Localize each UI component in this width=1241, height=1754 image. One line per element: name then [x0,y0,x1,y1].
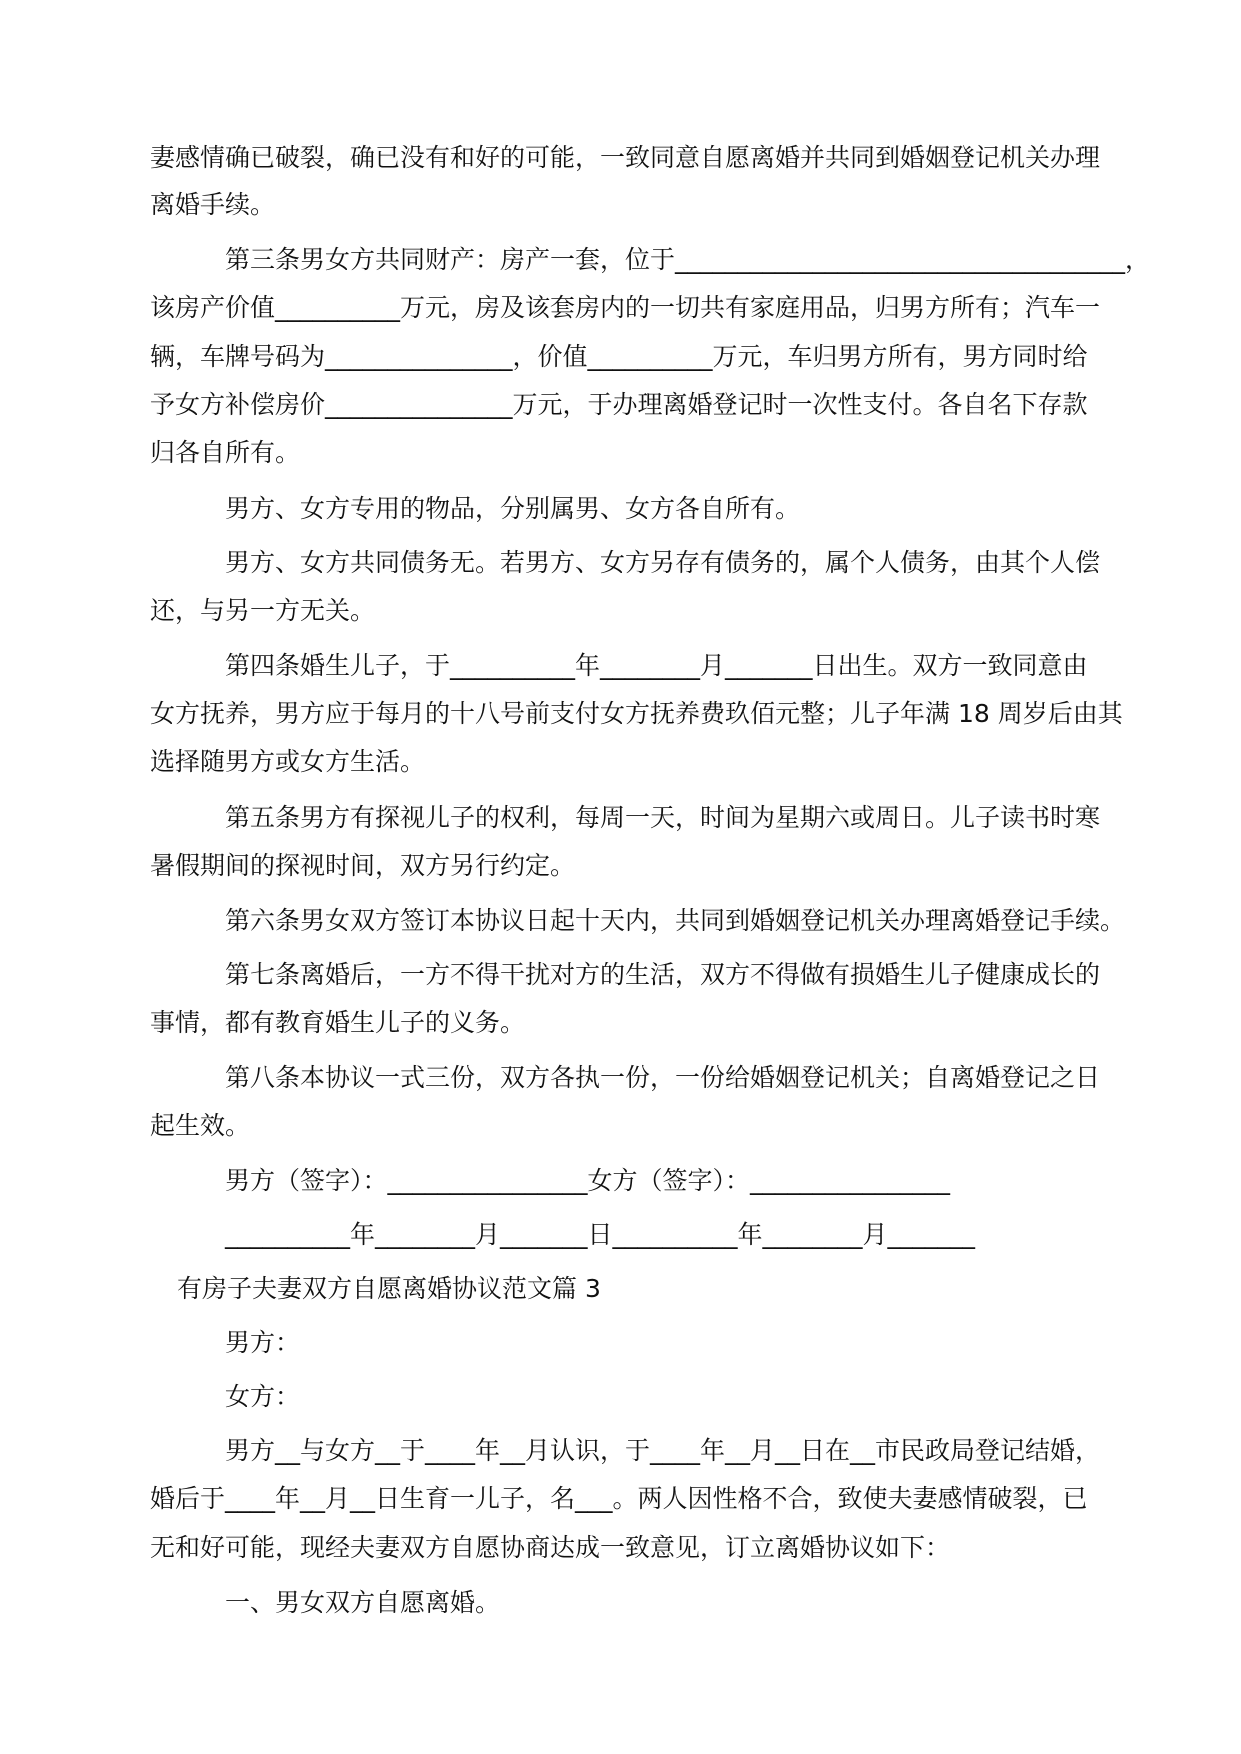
paragraph-line: 第三条男女方共同财产：房产一套，位于____________________________________， [225,245,1151,274]
paragraph-line: 予女方补偿房价_______________万元，于办理离婚登记时一次性支付。各自名下存款 [150,390,1088,419]
paragraph-line: 事情，都有教育婚生儿子的义务。 [150,1008,526,1037]
paragraph-line: 暑假期间的探视时间，双方另行约定。 [150,851,576,880]
paragraph-line: 女方抚养，男方应于每月的十八号前支付女方抚养费玖佰元整；儿子年满 18 周岁后由其 [150,699,1123,728]
paragraph-line: 第七条离婚后，一方不得干扰对方的生活，双方不得做有损婚生儿子健康成长的 [225,960,1101,989]
paragraph-line: 第六条男女双方签订本协议日起十天内，共同到婚姻登记机关办理离婚登记手续。 [225,906,1126,935]
signature-line: 男方（签字）：________________女方（签字）：________________ [225,1166,951,1195]
paragraph-line: 男方、女方专用的物品，分别属男、女方各自所有。 [225,494,801,523]
paragraph-line: 无和好可能，现经夫妻双方自愿协商达成一致意见，订立离婚协议如下： [150,1533,951,1562]
paragraph-line: 起生效。 [150,1111,251,1140]
date-line: __________年________月_______日__________年________月_______ [225,1220,976,1249]
paragraph-line: 离婚手续。 [150,190,276,219]
paragraph-line: 辆，车牌号码为_______________，价值__________万元，车归男方所有，男方同时给 [150,342,1088,371]
paragraph-line: 该房产价值__________万元，房及该套房内的一切共有家庭用品，归男方所有；汽车一 [150,293,1101,322]
paragraph-line: 男方__与女方__于____年__月认识，于____年__月__日在__市民政局登记结婚， [225,1436,1101,1465]
party-line: 男方： [225,1328,301,1357]
paragraph-line: 妻感情确已破裂，确已没有和好的可能，一致同意自愿离婚并共同到婚姻登记机关办理 [150,143,1101,172]
paragraph-line: 第八条本协议一式三份，双方各执一份，一份给婚姻登记机关；自离婚登记之日 [225,1063,1101,1092]
section-title: 有房子夫妻双方自愿离婚协议范文篇 3 [177,1274,601,1303]
paragraph-line: 男方、女方共同债务无。若男方、女方另存有债务的，属个人债务，由其个人偿 [225,548,1101,577]
paragraph-line: 选择随男方或女方生活。 [150,747,426,776]
paragraph-line: 一、男女双方自愿离婚。 [225,1588,501,1617]
party-line: 女方： [225,1382,301,1411]
paragraph-line: 婚后于____年__月__日生育一儿子，名___。两人因性格不合，致使夫妻感情破裂，已 [150,1484,1088,1513]
paragraph-line: 第五条男方有探视儿子的权利，每周一天，时间为星期六或周日。儿子读书时寒 [225,803,1101,832]
paragraph-line: 还，与另一方无关。 [150,596,376,625]
paragraph-line: 归各自所有。 [150,438,301,467]
paragraph-line: 第四条婚生儿子，于__________年________月_______日出生。双方一致同意由 [225,651,1088,680]
